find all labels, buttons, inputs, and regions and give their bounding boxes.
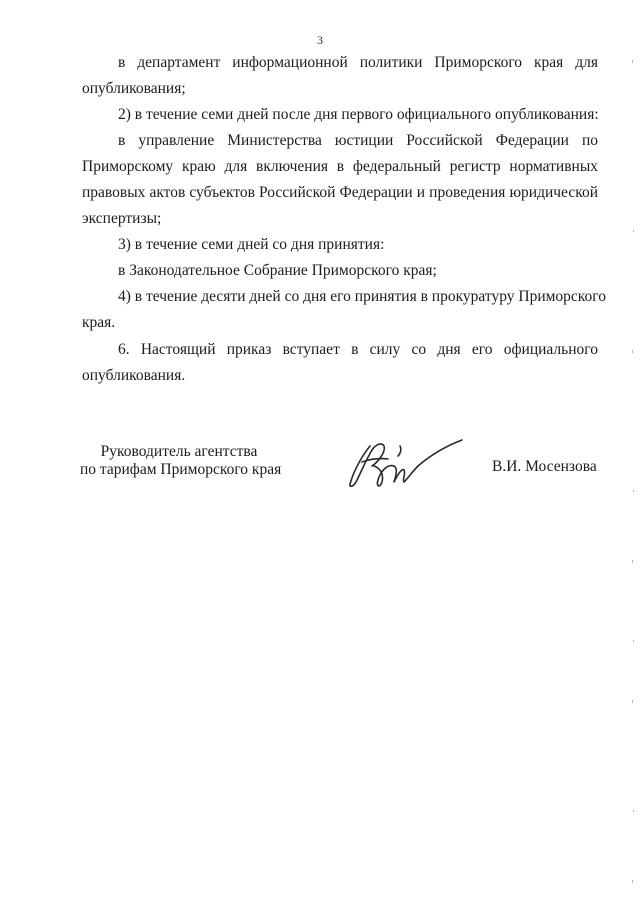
signatory-title-line-1: Руководитель агентства xyxy=(100,443,258,460)
signatory-title-line-2: по тарифам Приморского края xyxy=(80,461,282,478)
paragraph-2-line-1: 2) в течение семи дней после дня первого официального опубликования: xyxy=(118,106,599,123)
handwritten-signature xyxy=(340,432,468,492)
signatory-name: В.И. Мосензова xyxy=(492,458,597,475)
paragraph-6-line-1: 4) в течение десяти дней со дня его принятия в прокуратуру Приморского xyxy=(118,288,607,305)
paragraph-6-line-2: края. xyxy=(82,314,116,331)
page-number: 3 xyxy=(317,33,323,47)
paragraph-5-line-1: в Законодательное Собрание Приморского края; xyxy=(118,262,437,279)
paragraph-3-line-2: Приморскому краю для включения в федеральный регистр нормативных xyxy=(82,158,598,175)
scan-edge-marks xyxy=(630,0,636,906)
paragraph-4-line-1: 3) в течение семи дней со дня принятия: xyxy=(118,236,385,253)
paragraph-3-line-3: правовых актов субъектов Российской Федерации и проведения юридической xyxy=(82,184,598,201)
paragraph-7-line-2: опубликования. xyxy=(82,367,186,384)
paragraph-1-line-2: опубликования; xyxy=(82,80,186,97)
paragraph-7-line-1: 6. Настоящий приказ вступает в силу со дня его официального xyxy=(118,341,598,358)
paragraph-3-line-4: экспертизы; xyxy=(82,210,162,227)
paragraph-1-line-1: в департамент информационной политики Приморского края для xyxy=(118,54,598,71)
signatory-title xyxy=(80,443,282,479)
paragraph-3-line-1: в управление Министерства юстиции Российской Федерации по xyxy=(118,132,598,149)
